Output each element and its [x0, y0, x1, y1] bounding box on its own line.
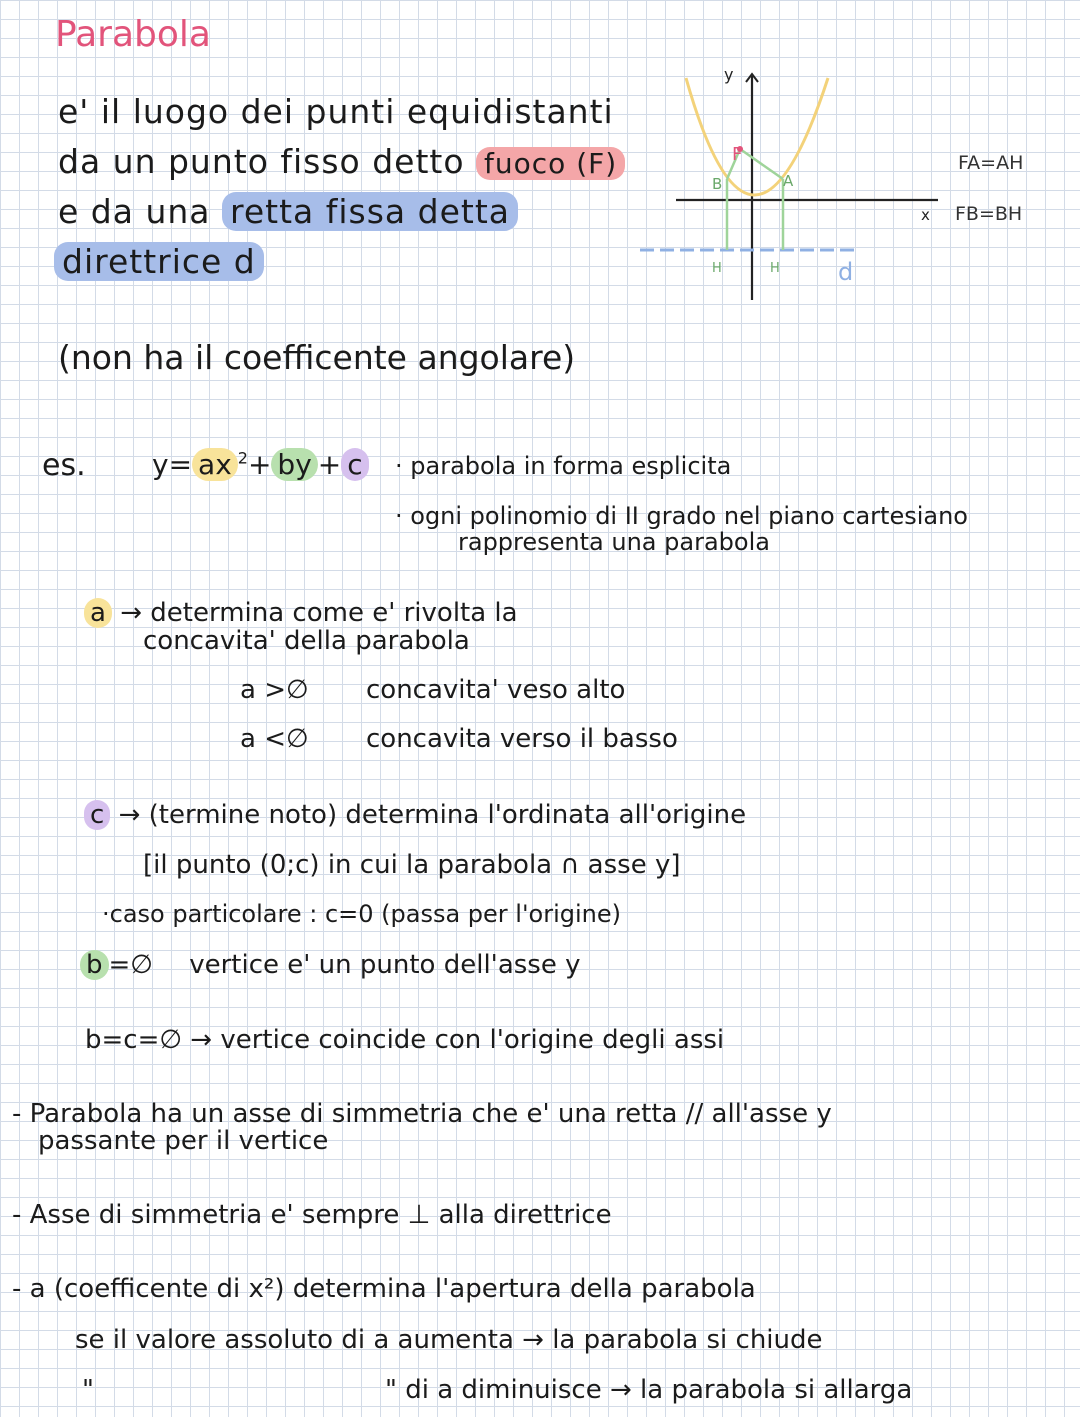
c-arrow: → — [118, 800, 141, 830]
b-zero-value: =∅ — [108, 950, 153, 980]
c-block-line-2: [il punto (0;c) in cui la parabola ∩ asse y] — [143, 850, 681, 880]
figure-eq-fa-ah: FA=AH — [958, 152, 1024, 174]
axis-bullet: - Parabola ha un asse di simmetria che e' una retta // all'asse y — [12, 1099, 832, 1129]
ditto-mark: " — [82, 1375, 94, 1405]
b-label: b — [80, 950, 109, 980]
eq-plus-1: + — [247, 448, 272, 481]
a-positive-cond: a >∅ — [240, 675, 309, 705]
a-line-1-text: determina come e' rivolta la — [150, 598, 518, 628]
line-highlight: retta fissa detta — [222, 192, 518, 231]
a-point-label: A — [783, 172, 794, 190]
eq-b-term: by — [271, 448, 317, 481]
page-title: Parabola — [55, 14, 211, 55]
definition-line-2 — [58, 142, 625, 181]
definition-line-2-text: da un punto fisso detto — [58, 142, 465, 181]
directrix-highlight: direttrice d — [54, 242, 264, 281]
definition-line-1: e' il luogo dei punti equidistanti — [58, 92, 614, 131]
b-zero-line — [80, 950, 581, 980]
definition-line-4 — [54, 242, 264, 281]
eq-a-term: ax — [192, 448, 238, 481]
b-zero-desc: vertice e' un punto dell'asse y — [189, 950, 581, 980]
x-axis-label: x — [921, 206, 930, 224]
a-label: a — [84, 598, 112, 628]
polynomial-note-cont: rappresenta una parabola — [458, 528, 770, 556]
definition-line-3-text: e da una — [58, 192, 211, 231]
c-line-1-text: (termine noto) determina l'ordinata all'origine — [148, 800, 747, 830]
polynomial-note: · ogni polinomio di II grado nel piano cartesiano — [395, 502, 968, 530]
focus-highlight: fuoco (F) — [476, 147, 625, 180]
focus-label: F — [732, 144, 743, 165]
b-point-label: B — [712, 175, 723, 193]
angular-coefficient-note: (non ha il coefficente angolare) — [58, 338, 576, 377]
a-negative-result: concavita verso il basso — [366, 724, 678, 754]
parabola-curve — [686, 78, 828, 195]
directrix-label: d — [838, 258, 854, 286]
axis-bullet-cont: passante per il vertice — [38, 1126, 329, 1156]
eq-c-term: c — [341, 448, 368, 481]
a-block-line-2: concavita' della parabola — [143, 626, 470, 656]
definition-line-3 — [58, 192, 518, 231]
c-label: c — [84, 800, 110, 830]
opening-bullet: - a (coefficente di x²) determina l'apertura della parabola — [12, 1274, 756, 1304]
h-label-left: H — [712, 261, 722, 276]
special-case: ·caso particolare : c=0 (passa per l'origine) — [102, 900, 622, 928]
a-positive-result: concavita' veso alto — [366, 675, 626, 705]
explicit-form-note: · parabola in forma esplicita — [395, 452, 732, 480]
a-negative-cond: a <∅ — [240, 724, 309, 754]
eq-plus-2: + — [317, 448, 342, 481]
h-label-right: H — [770, 261, 780, 276]
a-block-line-1 — [84, 598, 518, 628]
eq-square: 2 — [237, 448, 248, 468]
perpendicular-bullet: - Asse di simmetria e' sempre ⊥ alla direttrice — [12, 1200, 612, 1230]
figure-eq-fb-bh: FB=BH — [955, 203, 1023, 225]
c-block-line-1 — [84, 800, 746, 830]
example-label: es. — [42, 448, 86, 483]
opening-increase: se il valore assoluto di a aumenta → la parabola si chiude — [75, 1325, 823, 1355]
a-arrow: → — [120, 598, 142, 628]
eq-y: y= — [152, 448, 193, 481]
y-axis-label: y — [724, 65, 734, 84]
parabola-equation — [152, 448, 369, 481]
opening-decrease: " di a diminuisce → la parabola si allarga — [385, 1375, 913, 1405]
bc-zero-line: b=c=∅ → vertice coincide con l'origine degli assi — [85, 1025, 725, 1055]
parabola-figure — [640, 62, 1080, 312]
